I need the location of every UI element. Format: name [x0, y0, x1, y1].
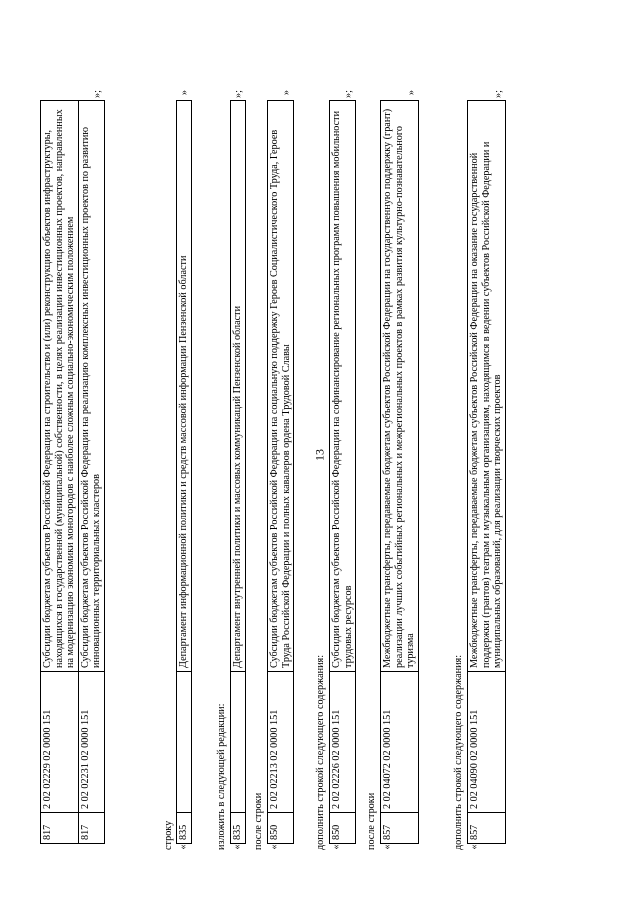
table-row — [268, 90, 294, 850]
table-row — [78, 90, 104, 850]
description-cell: Субсидии бюджетам субъектов Российской Федерации на строительство и (или) реконструкцию объектов инфраструктуры, находящихся в государственной (муниципальной) собственности, в целях реализации инвестиционных проектов, направленных на модернизацию экономики моногородов с наиболее сложным социально-экономическим положением — [41, 101, 79, 672]
opening-quote: « — [330, 844, 342, 850]
admin-code-cell: 850 — [330, 813, 356, 844]
kbk-cell: 2 02 02226 02 0000 151 — [330, 672, 356, 813]
closing-quote: »; — [492, 90, 504, 98]
closing-quote: » — [281, 90, 292, 96]
rotated-document-body — [40, 90, 600, 850]
admin-code-cell: 857 — [381, 813, 419, 844]
kbk-cell: 2 02 02231 02 0000 151 — [78, 672, 104, 813]
admin-code-cell: 857 — [468, 813, 506, 844]
kbk-cell: 2 02 02229 02 0000 151 — [41, 672, 79, 813]
table-block-850b — [329, 90, 356, 850]
closing-quote: » — [405, 90, 417, 96]
description-cell: Субсидии бюджетам субъектов Российской Федерации на социальную поддержку Героев Социалистического Труда, Героев Труда Российской Федерации и полных кавалеров ордена Трудовой Славы — [268, 101, 294, 672]
instruction-text: дополнить строкой следующего содержания: — [453, 654, 464, 850]
table-block-835a — [176, 90, 192, 850]
opening-quote: « — [231, 844, 243, 850]
admin-code-cell: 850 — [268, 813, 294, 844]
admin-code-cell: 835 — [177, 813, 192, 844]
page-number: 13 — [312, 449, 327, 461]
table-block-857b — [467, 90, 506, 850]
description-cell: Субсидии бюджетам субъектов Российской Федерации на реализацию комплексных инвестиционных проектов по развитию инновационных территориальных кластеров — [78, 101, 104, 672]
table-row — [41, 90, 79, 850]
table-row — [231, 90, 246, 850]
admin-code-cell: 817 — [41, 813, 79, 844]
table-block-857a — [380, 90, 419, 850]
kbk-cell: 2 02 04090 02 0000 151 — [468, 672, 506, 813]
table-row — [468, 90, 506, 850]
closing-quote: »; — [343, 90, 354, 98]
opening-quote: « — [177, 844, 189, 850]
table-row — [177, 90, 192, 850]
description-cell: Межбюджетные трансферты, передаваемые бюджетам субъектов Российской Федерации на оказание государственной поддержки (грантов) театрам и музыкальным организациям, находящимся в ведении субъектов Российской Федерации и муниципальных образований, для реализации творческих проектов — [468, 101, 506, 672]
description-cell: Департамент информационной политики и средств массовой информации Пензенской области — [177, 101, 192, 672]
kbk-cell: 2 02 02213 02 0000 151 — [268, 672, 294, 813]
instruction-text: после строки — [253, 792, 264, 850]
table-block-835b — [230, 90, 246, 850]
instruction-text: изложить в следующей редакции: — [216, 703, 227, 850]
description-cell: Субсидии бюджетам субъектов Российской Федерации на софинансирование региональных программ повышения мобильности трудовых ресурсов — [330, 101, 356, 672]
closing-quote: » — [178, 90, 190, 96]
admin-code-cell: 835 — [231, 813, 246, 844]
description-cell: Департамент внутренней политики и массовых коммуникаций Пензенской области — [231, 101, 246, 672]
opening-quote: « — [268, 844, 280, 850]
instruction-text: строку — [163, 820, 174, 850]
admin-code-cell: 817 — [78, 813, 104, 844]
instruction-text: дополнить строкой следующего содержания: — [315, 654, 326, 850]
opening-quote: « — [381, 844, 393, 850]
table-row — [330, 90, 356, 850]
table-block-817 — [40, 90, 105, 850]
closing-quote: »; — [232, 90, 244, 98]
closing-quote: »; — [91, 90, 103, 98]
table-block-850a — [267, 90, 294, 850]
opening-quote: « — [468, 844, 480, 850]
description-cell: Межбюджетные трансферты, передаваемые бюджетам субъектов Российской Федерации на государственную поддержку (грант) реализации лучших событийных региональных и межрегиональных проектов в рамках развития культурно-познавательного туризма — [381, 101, 419, 672]
kbk-cell: 2 02 04072 02 0000 151 — [381, 672, 419, 813]
instruction-text: после строки — [366, 792, 377, 850]
table-row — [381, 90, 419, 850]
